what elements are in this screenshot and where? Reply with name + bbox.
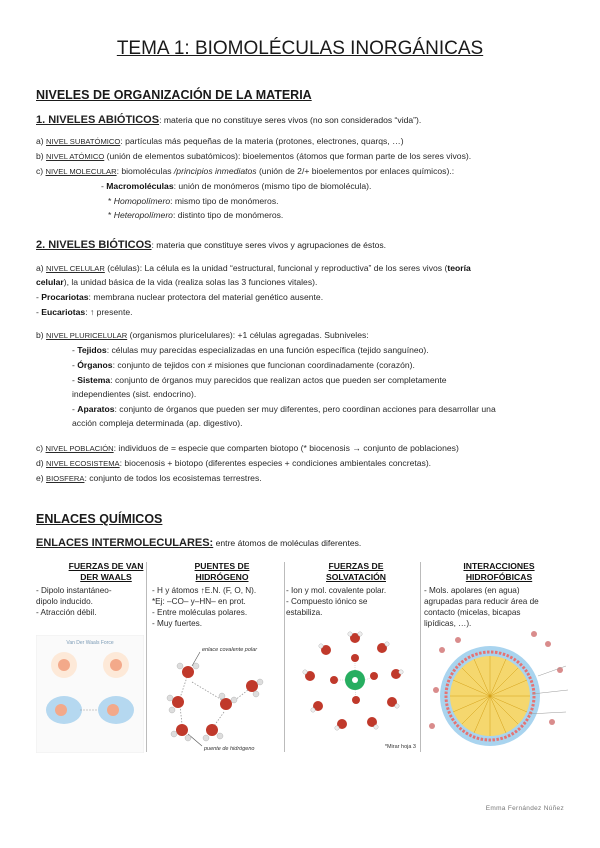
micelle-icon	[440, 646, 540, 746]
nivel-celular-text2: ), la unidad básica de la vida (realiza solas las 3 funciones vitales).	[63, 277, 318, 287]
water-molecule-icon	[203, 724, 223, 741]
col-solvatacion	[286, 561, 426, 618]
nivel-molecular-label: NIVEL MOLECULAR	[45, 167, 117, 176]
section-heading-enlaces: ENLACES QUÍMICOS	[36, 512, 163, 526]
col-body-line: agrupadas para reducir área de	[424, 597, 539, 606]
col-body-line: - Mols. apolares (en agua)	[424, 586, 520, 595]
nivel-molecular-text1: : biomoléculas	[116, 166, 174, 176]
col-body-line: - Entre moléculas polares.	[152, 608, 248, 617]
mirar-hoja-note: *Mirar hoja 3	[384, 744, 416, 750]
homopolimero-text: : mismo tipo de monómeros.	[170, 196, 279, 206]
col-body-line: dipolo inducido.	[36, 597, 93, 606]
macromoleculas-label: Macromoléculas	[106, 181, 174, 191]
col-title-line: INTERACCIONES	[463, 561, 535, 571]
nivel-celular-line: a) NIVEL CELULAR (células): La célula es la unidad “estructural, funcional y reproductiva” de los seres vivos (teoría	[36, 263, 471, 273]
dipole-atom-icon	[98, 696, 134, 724]
nivel-poblacion-text: : individuos de = especie que comparten biotopo (* biocenosis → conjunto de poblaciones)	[113, 443, 459, 453]
nivel-celular-line2	[36, 277, 317, 288]
nivel-atomico-label: NIVEL ATÓMICO	[46, 152, 105, 161]
solvation-illustration	[292, 628, 418, 750]
sistema-text1: : conjunto de órganos muy parecidos que realizan actos que pueden ser completamente	[110, 375, 447, 385]
homopolimero-label: Homopolímero	[113, 196, 171, 206]
intermoleculares-desc: entre átomos de moléculas diferentes.	[213, 538, 362, 548]
nivel-ecosistema-label: NIVEL ECOSISTEMA	[46, 459, 120, 468]
col-title-line: DER WAALS	[80, 572, 132, 582]
water-molecule-icon	[246, 679, 263, 697]
col-puentes-hidrogeno	[152, 561, 292, 629]
column-divider	[420, 562, 421, 752]
col-title-line: HIDROFÓBICAS	[465, 572, 533, 582]
sistema-text2: independientes (sist. endocrino).	[72, 389, 197, 399]
col-body-line: - Atracción débil.	[36, 608, 97, 617]
col-title-line: HIDRÓGENO	[195, 572, 249, 582]
dipole-atom-icon	[46, 696, 82, 724]
column-divider	[146, 562, 147, 752]
homopolimero-line: * Homopolímero: mismo tipo de monómeros.	[108, 196, 279, 206]
nivel-pluricelular-label: NIVEL PLURICELULAR	[46, 331, 128, 340]
col-body-line: estabiliza.	[286, 608, 323, 617]
organos-line: - Órganos: conjunto de tejidos con ≠ misiones que funcionan coordinadamente (corazón).	[72, 360, 415, 370]
procariotas-text: : membrana nuclear protectora del material genético ausente.	[88, 292, 324, 302]
col-hidrofobicas	[424, 561, 574, 629]
nivel-molecular-line: c) NIVEL MOLECULAR: biomoléculas /principios inmediatos (unión de 2/+ bioelementos por enlaces químicos).:	[36, 166, 455, 176]
sistema-line: - Sistema: conjunto de órganos muy parecidos que realizan actos que pueden ser completamente	[72, 375, 447, 385]
heteropolimero-line: * Heteropolímero: distinto tipo de monómeros.	[108, 210, 284, 220]
procariotas-label: Procariotas	[41, 292, 89, 302]
section-heading-niveles: NIVELES DE ORGANIZACIÓN DE LA MATERIA	[36, 88, 312, 102]
eucariotas-text: : ↑ presente.	[85, 307, 133, 317]
water-molecule-icon	[167, 695, 184, 713]
col-title	[152, 561, 292, 583]
biosfera-line: e) BIOSFERA: conjunto de todos los ecosistemas terrestres.	[36, 473, 262, 483]
heteropolimero-label: Heteropolímero	[113, 210, 173, 220]
hydrogen-bond-illustration	[152, 642, 282, 754]
hydrogen-bond-label: puente de hidrógeno	[204, 746, 255, 752]
col-body-line: contacto (micelas, bicapas	[424, 608, 521, 617]
col-title-line: SOLVATACIÓN	[326, 572, 386, 582]
biosfera-label: BIOSFERA	[46, 474, 85, 483]
page-title: TEMA 1: BIOMOLÉCULAS INORGÁNICAS	[116, 38, 484, 59]
bioticos-label: 2. NIVELES BIÓTICOS	[36, 239, 152, 251]
nivel-subatomico-line: a) NIVEL SUBATÓMICO: partículas más pequeñas de la materia (protones, electrones, quarqs, …)	[36, 136, 404, 146]
aparatos-text2: acción compleja determinada (ap. digestivo).	[72, 418, 243, 428]
celular-bold: celular	[36, 277, 64, 287]
col-body-line: - H y átomos ↑E.N. (F, O, N).	[152, 586, 257, 595]
intermoleculares-label: ENLACES INTERMOLECULARES:	[36, 537, 214, 549]
water-molecule-icon	[177, 663, 199, 678]
col-body-line: - Compuesto iónico se	[286, 597, 368, 606]
col-body-line: - Dipolo instantáneo-	[36, 586, 112, 595]
nivel-molecular-italic: /principios inmediatos	[173, 166, 257, 176]
biosfera-text: : conjunto de todos los ecosistemas terrestres.	[84, 473, 262, 483]
procariotas-line: - Procariotas: membrana nuclear protectora del material genético ausente.	[36, 292, 324, 302]
col-title-line: FUERZAS DE	[328, 561, 384, 571]
nivel-pluricelular-text: (organismos pluricelulares): +1 células agregadas. Subniveles:	[127, 330, 369, 340]
nivel-celular-text1: (células): La célula es la unidad “estructural, funcional y reproductiva” de los seres vivos (	[104, 263, 448, 273]
col-body-line: - Muy fuertes.	[152, 619, 203, 628]
macromoleculas-line: - Macromoléculas: unión de monómeros (mismo tipo de biomolécula).	[101, 181, 372, 191]
column-divider	[284, 562, 285, 752]
atom-icon	[51, 652, 77, 678]
nivel-celular-label: NIVEL CELULAR	[46, 264, 105, 273]
intermoleculares-heading	[36, 537, 361, 549]
macromoleculas-text: : unión de monómeros (mismo tipo de biomolécula).	[173, 181, 372, 191]
abioticos-desc: : materia que no constituye seres vivos (no son considerados “vida”).	[159, 115, 422, 125]
covalent-bond-label: enlace covalente polar	[202, 647, 258, 653]
van-der-waals-caption: Van Der Waals Force	[66, 640, 114, 646]
tejidos-text: : células muy parecidas especializadas en una función específica (tejido sanguíneo).	[106, 345, 429, 355]
eucariotas-line: - Eucariotas: ↑ presente.	[36, 307, 133, 317]
bioticos-desc: : materia que constituye seres vivos y agrupaciones de éstos.	[151, 240, 387, 250]
eucariotas-label: Eucariotas	[41, 307, 86, 317]
nivel-atomico-text: (unión de elementos subatómicos): bioelementos (átomos que forman parte de los seres vivos).	[104, 151, 472, 161]
tejidos-label: Tejidos	[77, 345, 107, 355]
water-molecule-icon	[219, 693, 237, 710]
col-title	[286, 561, 426, 583]
sistema-label: Sistema	[77, 375, 111, 385]
abioticos-heading	[36, 114, 421, 126]
teoria-bold: teoría	[447, 263, 471, 273]
nivel-poblacion-line: c) NIVEL POBLACIÓN: individuos de = especie que comparten biotopo (* biocenosis → conjunto de poblaciones)	[36, 443, 459, 453]
van-der-waals-illustration	[36, 635, 144, 753]
nivel-ecosistema-text: : biocenosis + biotopo (diferentes especies + condiciones ambientales concretas).	[119, 458, 432, 468]
col-body-line: lipídicas, …).	[424, 619, 472, 628]
abioticos-label: 1. NIVELES ABIÓTICOS	[36, 114, 160, 126]
atom-icon	[103, 652, 129, 678]
nivel-molecular-text2: (unión de 2/+ bioelementos por enlaces químicos).:	[256, 166, 455, 176]
tejidos-line: - Tejidos: células muy parecidas especializadas en una función específica (tejido sanguíneo).	[72, 345, 429, 355]
nivel-subatomico-label: NIVEL SUBATÓMICO	[46, 137, 121, 146]
aparatos-text1: : conjunto de órganos que pueden ser muy diferentes, pero coordinan acciones para desarrollar una	[114, 404, 496, 414]
nivel-poblacion-label: NIVEL POBLACIÓN	[45, 444, 114, 453]
col-body-line: - Ion y mol. covalente polar.	[286, 586, 387, 595]
organos-text: : conjunto de tejidos con ≠ misiones que funcionan coordinadamente (corazón).	[112, 360, 415, 370]
heteropolimero-text: : distinto tipo de monómeros.	[172, 210, 284, 220]
nivel-pluricelular-line: b) NIVEL PLURICELULAR (organismos pluricelulares): +1 células agregadas. Subniveles:	[36, 330, 369, 340]
col-body	[424, 585, 574, 629]
nivel-ecosistema-line: d) NIVEL ECOSISTEMA: biocenosis + biotopo (diferentes especies + condiciones ambientales concretas).	[36, 458, 432, 468]
author-footer: Emma Fernández Núñez	[485, 805, 564, 812]
col-body-line: *Ej: –CO– y–HN– en prot.	[152, 597, 246, 606]
nivel-atomico-line: b) NIVEL ATÓMICO (unión de elementos subatómicos): bioelementos (átomos que forman parte de los seres vivos).	[36, 151, 472, 161]
aparatos-line: - Aparatos: conjunto de órganos que pueden ser muy diferentes, pero coordinan acciones para desarrollar una	[72, 404, 496, 414]
col-body	[152, 585, 292, 629]
col-title-line: FUERZAS DE VAN	[68, 561, 144, 571]
bioticos-heading	[36, 239, 386, 251]
col-title-line: PUENTES DE	[194, 561, 250, 571]
organos-label: Órganos	[77, 360, 113, 370]
water-molecule-icon	[171, 724, 191, 741]
nivel-subatomico-text: : partículas más pequeñas de la materia (protones, electrones, quarqs, …)	[120, 136, 404, 146]
col-title	[424, 561, 574, 583]
central-ion-icon	[345, 670, 365, 690]
micelle-illustration	[428, 630, 574, 752]
aparatos-label: Aparatos	[77, 404, 115, 414]
col-body	[286, 585, 426, 618]
